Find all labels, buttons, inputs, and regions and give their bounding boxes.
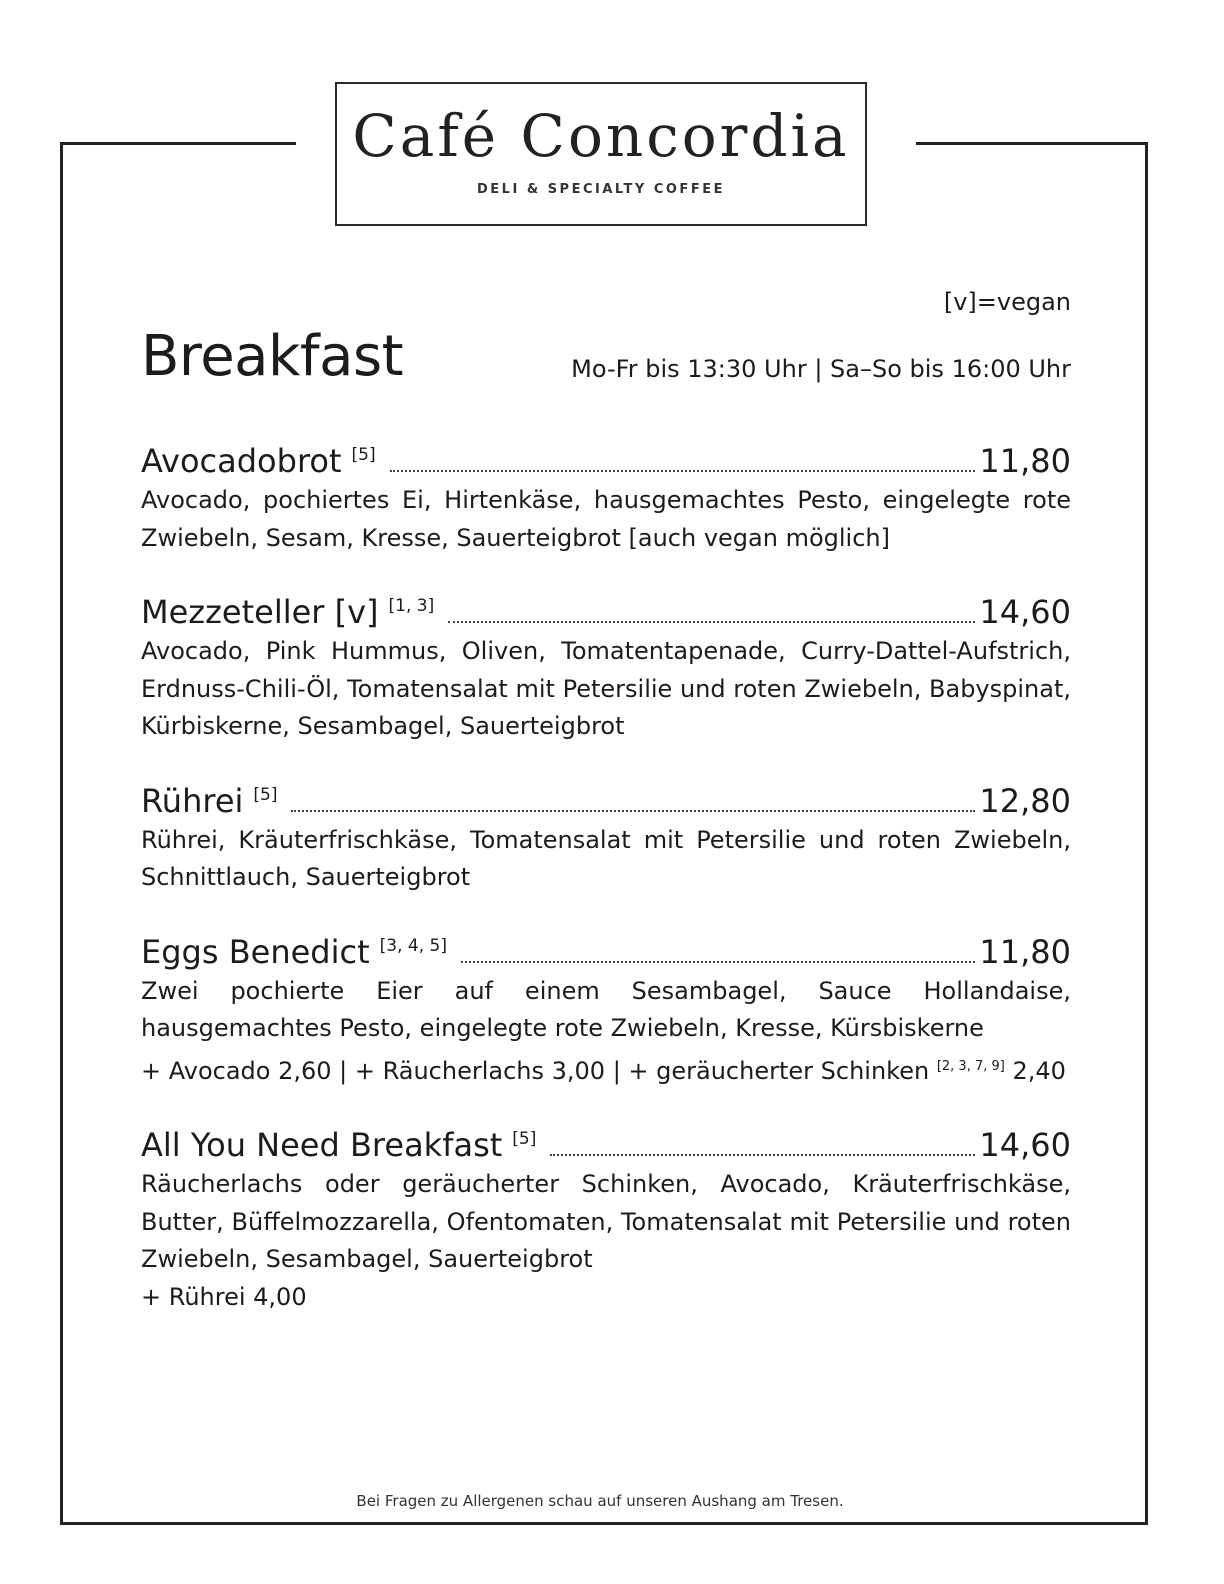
extras-price: 2,40 bbox=[1012, 1056, 1066, 1085]
item-name: Mezzeteller [v] bbox=[141, 593, 379, 631]
item-description: Räucherlachs oder geräucherter Schinken, Avocado, Kräuterfrischkäse, Butter, Büffelmozzarella, Ofentomaten, Tomatensalat mit Petersilie und roten Zwiebeln, Sesambagel, Sauerteigbrot bbox=[141, 1170, 1071, 1273]
item-allergens: [5] bbox=[351, 445, 376, 465]
menu-item bbox=[141, 931, 1071, 1091]
item-extras bbox=[141, 1048, 1071, 1091]
item-allergens: [5] bbox=[253, 784, 278, 805]
cafe-logo bbox=[335, 82, 867, 226]
dot-leader bbox=[448, 621, 975, 623]
vegan-legend: [v]=vegan bbox=[943, 288, 1071, 316]
dot-leader bbox=[291, 810, 975, 812]
section-title: Breakfast bbox=[141, 324, 404, 389]
item-description: Zwei pochierte Eier auf einem Sesambagel, Sauce Hollandaise, hausgemachtes Pesto, eingelegte rote Zwiebeln, Kresse, Kürsbiskerne bbox=[141, 976, 1071, 1042]
item-allergens: [5] bbox=[512, 1129, 537, 1149]
extras-text: + Avocado 2,60 | + Räucherlachs 3,00 | + geräucherter Schinken bbox=[141, 1056, 930, 1085]
menu-item bbox=[141, 1124, 1071, 1316]
item-name: Rührei bbox=[141, 781, 244, 820]
allergen-footer-note: Bei Fragen zu Allergenen schau auf unseren Aushang am Tresen. bbox=[356, 1492, 844, 1510]
logo-subtitle: DELI & SPECIALTY COFFEE bbox=[477, 182, 725, 197]
opening-hours: Mo-Fr bis 13:30 Uhr | Sa–So bis 16:00 Uhr bbox=[571, 355, 1071, 383]
menu-list bbox=[141, 440, 1071, 1350]
item-name: Avocadobrot bbox=[141, 442, 342, 480]
logo-title: Café Concordia bbox=[352, 102, 850, 170]
frame-bottom-border bbox=[290, 1522, 922, 1525]
menu-item bbox=[141, 780, 1071, 897]
item-price: 11,80 bbox=[979, 932, 1071, 971]
item-name: All You Need Breakfast bbox=[141, 1126, 503, 1164]
menu-item bbox=[141, 591, 1071, 746]
item-price: 14,60 bbox=[979, 593, 1071, 631]
item-price: 11,80 bbox=[979, 442, 1071, 480]
dot-leader bbox=[550, 1154, 975, 1156]
dot-leader bbox=[390, 470, 976, 472]
item-price: 12,80 bbox=[979, 781, 1071, 820]
item-price: 14,60 bbox=[979, 1126, 1071, 1164]
dot-leader bbox=[461, 961, 975, 963]
item-name: Eggs Benedict bbox=[141, 932, 370, 971]
extras-allergens: [2, 3, 7, 9] bbox=[936, 1058, 1005, 1074]
item-description: Rührei, Kräuterfrischkäse, Tomatensalat mit Petersilie und roten Zwiebeln, Schnittlauch, Sauerteigbrot bbox=[141, 825, 1071, 891]
menu-item bbox=[141, 440, 1071, 557]
item-allergens: [3, 4, 5] bbox=[379, 935, 447, 956]
item-description: Avocado, Pink Hummus, Oliven, Tomatentapenade, Curry-Dattel-Aufstrich, Erdnuss-Chili-Öl, Tomatensalat mit Petersilie und roten Zwiebeln, Babyspinat, Kürbiskerne, Sesambagel, Sauerteigbrot bbox=[141, 637, 1071, 740]
item-allergens: [1, 3] bbox=[388, 596, 435, 616]
item-description: Avocado, pochiertes Ei, Hirtenkäse, hausgemachtes Pesto, eingelegte rote Zwiebeln, Sesam, Kresse, Sauerteigbrot [auch vegan möglich] bbox=[141, 486, 1071, 552]
extras-text: + Rührei 4,00 bbox=[141, 1282, 307, 1311]
item-extras bbox=[141, 1279, 1071, 1317]
